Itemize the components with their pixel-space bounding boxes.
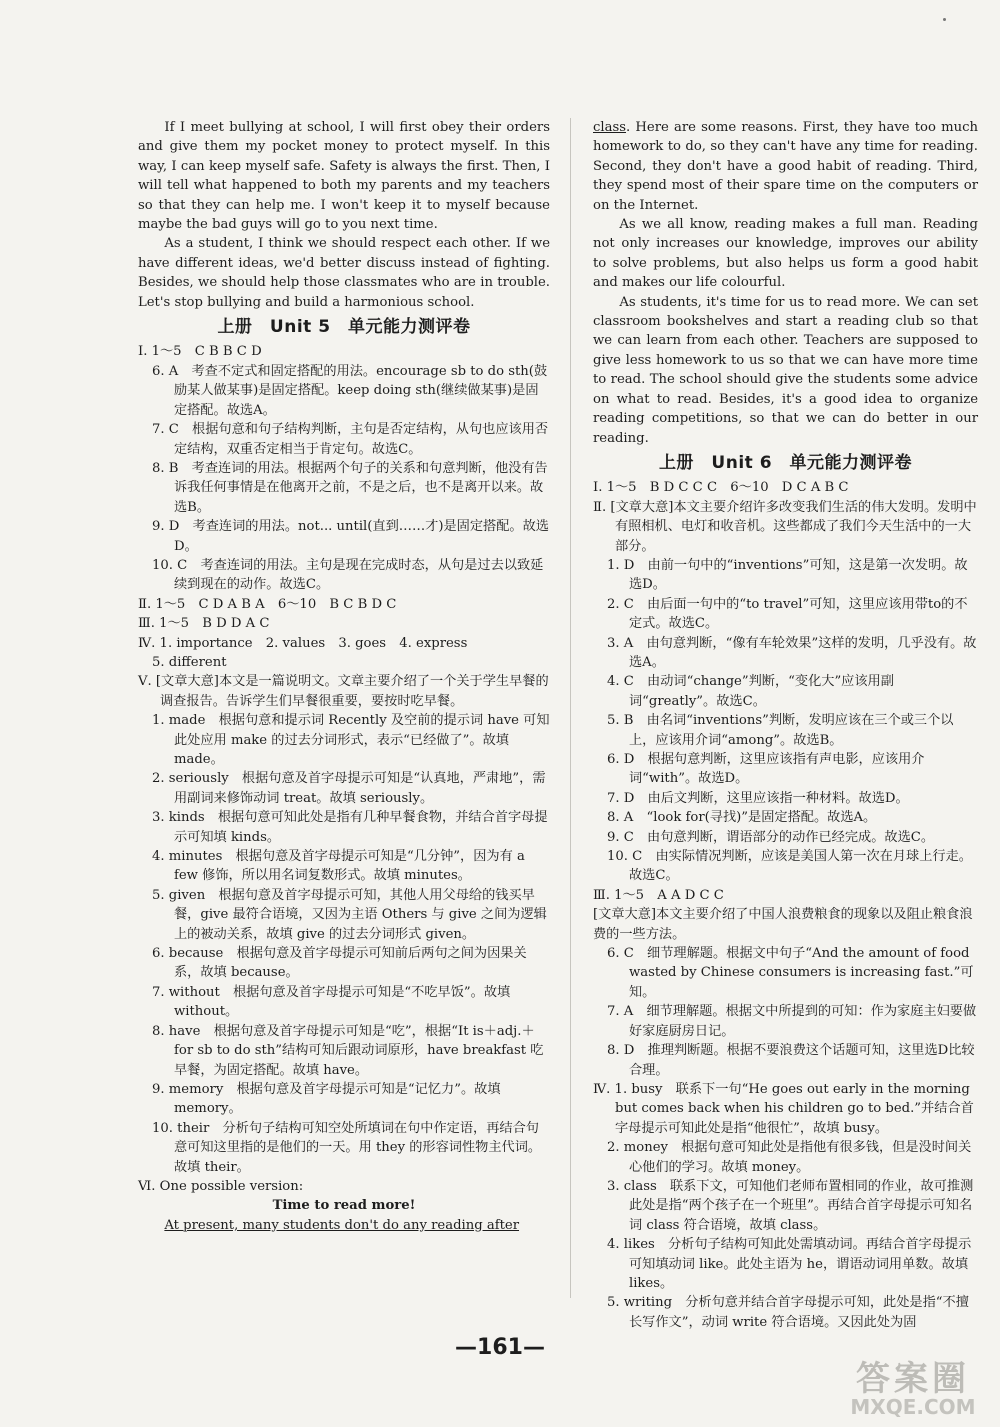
watermark-url: MXQE.COM	[850, 1395, 976, 1419]
essay-paragraph: As we all know, reading makes a full man. Reading not only increases our knowledge, improves our ability to solve problems, but also helps us form a good habit and makes our life colourful.	[593, 217, 978, 291]
answer-item: 6. D 根据句意判断，这里应该指有声电影，应该用介词“with”。故选D。	[607, 752, 925, 787]
answer-item: 10. C 考查连词的用法。主句是现在完成时态，从句是过去以致延续到现在的动作。故选C。	[152, 557, 544, 593]
essay-title: Time to read more!	[272, 1198, 416, 1214]
answer-item: 10. C 由实际情况判断，应该是美国人第一次在月球上行走。故选C。	[607, 849, 972, 884]
right-column	[593, 118, 978, 1332]
section-3-summary: [文章大意]本文主要介绍了中国人浪费粮食的现象以及阻止粮食浪费的一些方法。	[593, 907, 973, 942]
section-1-answers: Ⅰ. 1～5 B D C C C 6～10 D C A B C	[593, 480, 849, 496]
answer-item: 9. memory 根据句意及首字母提示可知是“记忆力”。故填 memory。	[152, 1081, 501, 1117]
column-divider	[570, 118, 571, 1298]
answer-item: 2. money 根据句意可知此处是指他有很多钱，但是没时间关心他们的学习。故填 money。	[607, 1140, 972, 1175]
answer-item: 3. A 由句意判断，“像有车轮效果”这样的发明，几乎没有。故选A。	[607, 635, 977, 670]
answer-item: 7. without 根据句意及首字母提示可知是“不吃早饭”。故填 without。	[152, 984, 511, 1020]
section-5-summary: Ⅴ. [文章大意]本文是一篇说明文。文章主要介绍了一个关于学生早餐的调查报告。告诉学生们早餐很重要，要按时吃早餐。	[138, 674, 549, 709]
answer-item: 8. D 推理判断题。根据不要浪费这个话题可知，这里选D比较合理。	[607, 1043, 975, 1078]
answer-item: 3. class 联系下文，可知他们老师布置相同的作业，故可推测此处是指“两个孩子在一个班里”。再结合首字母提示可知名词 class 符合语境，故填 class。	[607, 1178, 974, 1233]
answer-item: 6. because 根据句意及首字母提示可知前后两句之间为因果关系，故填 because。	[152, 946, 527, 981]
answer-item: 4. C 由动词“change”判断，“变化大”应该用副词“greatly”。故选C。	[607, 674, 894, 709]
site-watermark	[838, 1351, 988, 1419]
essay-paragraph-cont	[593, 118, 978, 215]
essay-paragraph: As a student, I think we should respect each other. If we have different ideas, we'd better discuss instead of fighting. Besides, we should help those classmates who are in trouble. Let's stop bullying and build a harmonious school.	[138, 236, 550, 310]
section-6-head: Ⅵ. One possible version:	[138, 1178, 304, 1194]
essay-paragraph: If I meet bullying at school, I will first obey their orders and give them my pocket money to protect myself. In this way, I can keep myself safe. Safety is always the first. Then, I will tell what happened to both my parents and my teachers so that they can help me. I won't keep it to myself because maybe the bad guys will go to you next time.	[138, 120, 550, 233]
unit-5-heading: 上册 Unit 5 单元能力测评卷	[217, 317, 471, 338]
essay-paragraph-rest: . Here are some reasons. First, they have too much homework to do, so they can't have any time for reading. Second, they don't have a good habit of reading. Third, they spend most of their spare time on the computers or on the Internet.	[593, 120, 978, 213]
answer-item: 7. C 根据句意和句子结构判断，主句是否定结构，从句也应该用否定结构，双重否定相当于肯定句。故选C。	[152, 422, 549, 457]
answer-item: 5. B 由名词“inventions”判断，发明应该在三个或三个以上，应该用介词“among”。故选B。	[607, 713, 954, 748]
essay-first-line: At present, many students don't do any reading after	[164, 1217, 520, 1233]
section-1-answers: Ⅰ. 1～5 C B B C D	[138, 344, 262, 360]
essay-underlined-word: class	[593, 120, 627, 135]
answer-item: 8. B 考查连词的用法。根据两个句子的关系和句意判断，他没有告诉我任何事情是在他离开之前，不是之后，也不是离开以来。故选B。	[152, 460, 548, 515]
answer-item: 6. A 考查不定式和固定搭配的用法。encourage sb to do sth(鼓励某人做某事)是固定搭配。keep doing sth(继续做某事)是固定搭配。故选A。	[152, 363, 548, 418]
answer-item: 4. minutes 根据句意及首字母提示可知是“几分钟”，因为有 a few 修饰，所以用名词复数形式。故填 minutes。	[152, 849, 525, 884]
answer-item: 9. C 由句意判断，谓语部分的动作已经完成。故选C。	[607, 829, 935, 845]
answer-item: 2. seriously 根据句意及首字母提示可知是“认真地，严肃地”，需用副词来修饰动词 treat。故填 seriously。	[152, 771, 546, 806]
answer-item: 5. given 根据句意及首字母提示可知，其他人用父母给的钱买早餐，give 最符合语境，又因为主语 Others 与 give 之间为逻辑上的被动关系，故填 give 的过去分词形式 given。	[152, 887, 547, 942]
answer-item: 7. D 由后文判断，这里应该指一种材料。故选D。	[607, 790, 909, 806]
answer-item: 6. C 细节理解题。根据文中句子“And the amount of food wasted by Chinese consumers is increasing fast.”可知。	[607, 946, 974, 1000]
section-2-answers: Ⅱ. 1～5 C D A B A 6～10 B C B D C	[138, 596, 397, 612]
answer-item: 4. likes 分析句子结构可知此处需填动词。再结合首字母提示可知填动词 like。此处主语为 he，谓语动词用单数。故填 likes。	[607, 1237, 972, 1291]
answer-item: 7. A 细节理解题。根据文中所提到的可知：作为家庭主妇要做好家庭厨房日记。	[607, 1004, 977, 1039]
answer-item: 3. kinds 根据句意可知此处是指有几种早餐食物，并结合首字母提示可知填 kinds。	[152, 810, 548, 845]
watermark-logo: 答案圈	[856, 1359, 970, 1399]
section-4-answers-cont: 5. different	[152, 654, 227, 670]
answer-item: 5. writing 分析句意并结合首字母提示可知，此处是指“不擅长写作文”，动词 write 符合语境。又因此处为固	[607, 1295, 969, 1330]
unit-6-heading: 上册 Unit 6 单元能力测评卷	[658, 452, 913, 473]
answer-item: 8. A “look for(寻找)”是固定搭配。故选A。	[607, 810, 877, 826]
section-4-answers: Ⅳ. 1. busy 联系下一句“He goes out early in the morning but comes back when his children go to bed.”并结合首字母提示可知此处是指“他很忙”，故填 busy。	[593, 1081, 974, 1136]
answer-item: 1. D 由前一句中的“inventions”可知，这是第一次发明。故选D。	[607, 557, 968, 593]
essay-paragraph: As students, it's time for us to read more. We can set classroom bookshelves and start a reading club so that we can learn from each other. Teachers are supposed to give less homework to us so that we can have more time to read. The school should give the students some advice on what to read. Besides, it's a good idea to organize reading competitions, so that we can do better in our reading.	[593, 294, 978, 446]
scan-dot	[943, 18, 946, 21]
answer-item: 8. have 根据句意及首字母提示可知是“吃”，根据“It is＋adj.＋for sb to do sth”结构可知后跟动词原形，have breakfast 吃早餐，为固定搭配。故填 have。	[152, 1023, 544, 1078]
section-3-answers: Ⅲ. 1～5 B D D A C	[138, 616, 270, 632]
left-column	[138, 118, 550, 1235]
section-2-summary: Ⅱ. [文章大意]本文主要介绍许多改变我们生活的伟大发明。发明中有照相机、电灯和收音机。这些都成了我们今天生活中的一大部分。	[593, 499, 977, 554]
section-4-answers: Ⅳ. 1. importance 2. values 3. goes 4. express	[138, 635, 468, 651]
section-3-answers: Ⅲ. 1～5 A A D C C	[593, 887, 724, 903]
answer-item: 9. D 考查连词的用法。not... until(直到……才)是固定搭配。故选D。	[152, 519, 549, 554]
answer-item: 1. made 根据句意和提示词 Recently 及空前的提示词 have 可知此处应用 make 的过去分词形式，表示“已经做了”。故填 made。	[152, 713, 550, 767]
page-number: —161—	[455, 1335, 545, 1360]
answer-item: 2. C 由后面一句中的“to travel”可知，这里应该用带to的不定式。故选C。	[607, 596, 968, 632]
answer-item: 10. their 分析句子结构可知空处所填词在句中作定语，再结合句意可知这里指的是他们的一天。用 they 的形容词性物主代词。故填 their。	[152, 1120, 542, 1175]
